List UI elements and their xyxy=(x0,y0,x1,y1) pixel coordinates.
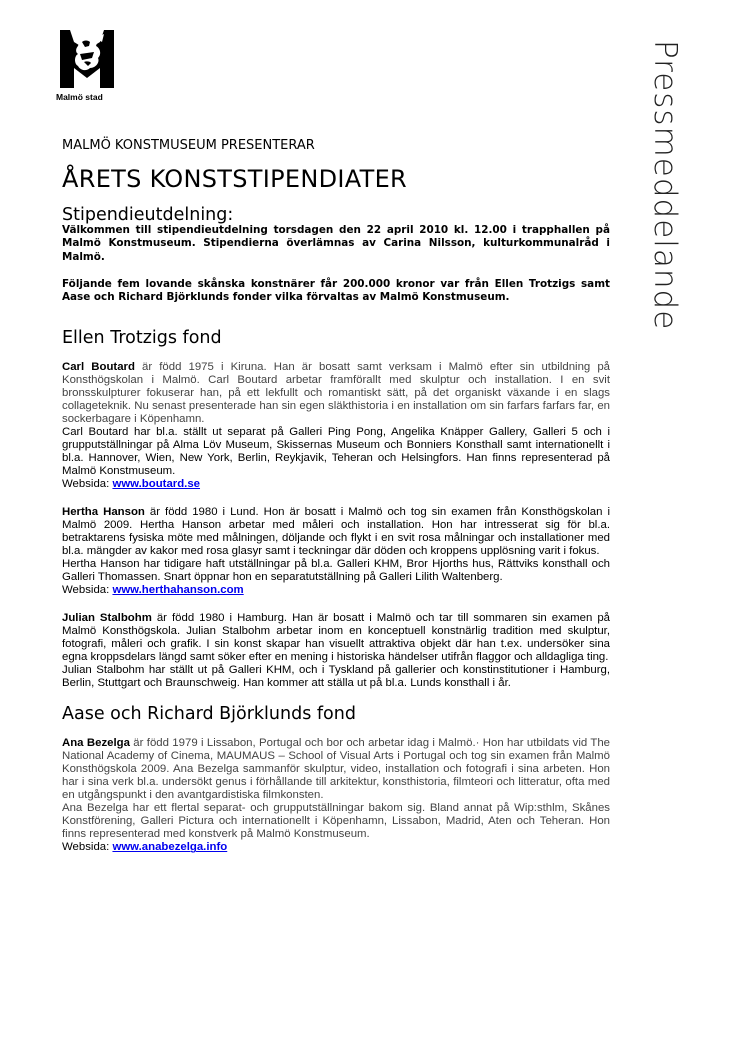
press-release-body xyxy=(62,138,610,854)
artist-entry xyxy=(62,612,610,690)
section-title-bjorklund: Aase och Richard Björklunds fond xyxy=(62,704,356,725)
website-label: Websida: xyxy=(62,584,110,597)
artist-bio: är född 1979 i Lissabon, Portugal och bor och arbetar idag i Malmö.· Hon har utbildats vid The National Academy of Cinema, MAUMAUS – School of Visual Arts i Portugal och tog sin examen från Malmö Konsthögskola 2009. Ana Bezelga sammanför skulptur, video, installation och fotografi i sina arbeten. Hon har i sina verk bl.a. undersökt genus i förhållande till arkitektur, konsthistoria, filmteori och litteratur, ofta med en utgångspunkt i den avantgardistiska filmkonsten. xyxy=(62,737,611,802)
logo-caption: Malmö stad xyxy=(56,92,103,102)
subheading: Stipendieutdelning: xyxy=(62,205,234,225)
artist-exhibitions: Carl Boutard har bl.a. ställt ut separat på Galleri Ping Pong, Angelika Knäpper Gallery, Galleri 5 och i grupputställningar på Alma Löv Museum, Skissernas Museum och Bonniers Konsthall samt internationellt i bl.a. Hannover, Wien, New York, Berlin, Reykjavik, Teheran och Helsingfors. Han finns representerad på Malmö Konstmuseum. xyxy=(62,426,610,478)
logo xyxy=(56,28,118,102)
intro-paragraph-2: Följande fem lovande skånska konstnärer får 200.000 kronor var från Ellen Trotzigs samt Aase och Richard Björklunds fonder vilka förvaltas av Malmö Konstmuseum. xyxy=(62,277,610,304)
artist-entry xyxy=(62,506,610,597)
artist-bio: är född 1980 i Lund. Hon är bosatt i Malmö och tog sin examen från Konsthögskolan i Malmö 2009. Hertha Hanson arbetar med måleri och installation. Hon har intresserat sig för bl.a. betraktarens fysiska möte med målningen, döljande och flykt i en svit rosa målningar och installationer med bl.a. mängder av kakor med rosa glasyr samt i teckningar där döden och kroppens upplösning varit i fokus. xyxy=(62,506,611,558)
artist-website-link[interactable]: www.anabezelga.info xyxy=(112,841,228,854)
website-label: Websida: xyxy=(62,841,110,854)
artist-name: Hertha Hanson xyxy=(62,506,145,519)
artist-entry xyxy=(62,737,610,854)
artist-name: Carl Boutard xyxy=(62,361,135,374)
artist-exhibitions: Ana Bezelga har ett flertal separat- och grupputställningar bakom sig. Bland annat på Wip:sthlm, Skånes Konstförening, Galleri Pictura och internationellt i Köpenhamn, Lissabon, Madrid, Aten och Teheran. Hon finns representerad med konstverk på Malmö Konstmuseum. xyxy=(62,802,610,841)
artist-exhibitions: Hertha Hanson har tidigare haft utställningar på bl.a. Galleri KHM, Bror Hjorths hus, Rättviks konsthall och Galleri Thomassen. Snart öppnar hon en separatutställning på Galleri Lilith Waltenberg. xyxy=(62,558,610,584)
griffin-crest-icon xyxy=(56,28,118,90)
artist-bio: är född 1975 i Kiruna. Han är bosatt samt verksam i Malmö efter sin utbildning på Konsthögskolan i Malmö. Carl Boutard arbetar framförallt med skulptur och installation. I en svit bronsskulpturer fokuserar han, på ett lekfullt och romantiskt sätt, på det organiskt växande i en slags collageteknik. Nu senast presenterade han sin egen släkthistoria i en installation om sin farfars farfars far, en sockerbagare i Köpenhamn. xyxy=(62,361,610,426)
section-title-ellen-trotzig: Ellen Trotzigs fond xyxy=(62,328,222,349)
side-label xyxy=(640,40,690,360)
kicker: MALMÖ KONSTMUSEUM PRESENTERAR xyxy=(62,138,315,153)
website-label: Websida: xyxy=(62,478,110,491)
page-title: ÅRETS KONSTSTIPENDIATER xyxy=(62,165,408,193)
intro-paragraph: Välkommen till stipendieutdelning torsdagen den 22 april 2010 kl. 12.00 i trapphallen på Malmö Konstmuseum. Stipendierna överlämnas av Carina Nilsson, kulturkommunalråd i Malmö. xyxy=(62,224,610,263)
artist-entry xyxy=(62,361,610,491)
artist-website-link[interactable]: www.herthahanson.com xyxy=(112,584,244,597)
artist-name: Julian Stalbohm xyxy=(62,612,152,625)
artist-website-link[interactable]: www.boutard.se xyxy=(112,478,201,491)
side-label-text: Pressmeddelande xyxy=(647,40,683,331)
artist-bio: är född 1980 i Hamburg. Han är bosatt i Malmö och tar till sommaren sin examen på Malmö Konsthögskola. Julian Stalbohm arbetar inom en konceptuell konstnärlig tradition med skulptur, fotografi, måleri och grafik. I sin konst skapar han visuellt attraktiva objekt där han t.ex. undersöker sina egna kroppsdelars längd samt söker efter en mening i historiska händelser utifrån flaggor och alldagliga ting. xyxy=(62,612,610,664)
artist-exhibitions: Julian Stalbohm har ställt ut på Galleri KHM, och i Tyskland på gallerier och konstinstitutioner i Hamburg, Berlin, Stuttgart och Braunschweig. Han kommer att ställa ut på bl.a. Lunds konsthall i år. xyxy=(62,664,610,690)
artist-name: Ana Bezelga xyxy=(62,737,130,750)
